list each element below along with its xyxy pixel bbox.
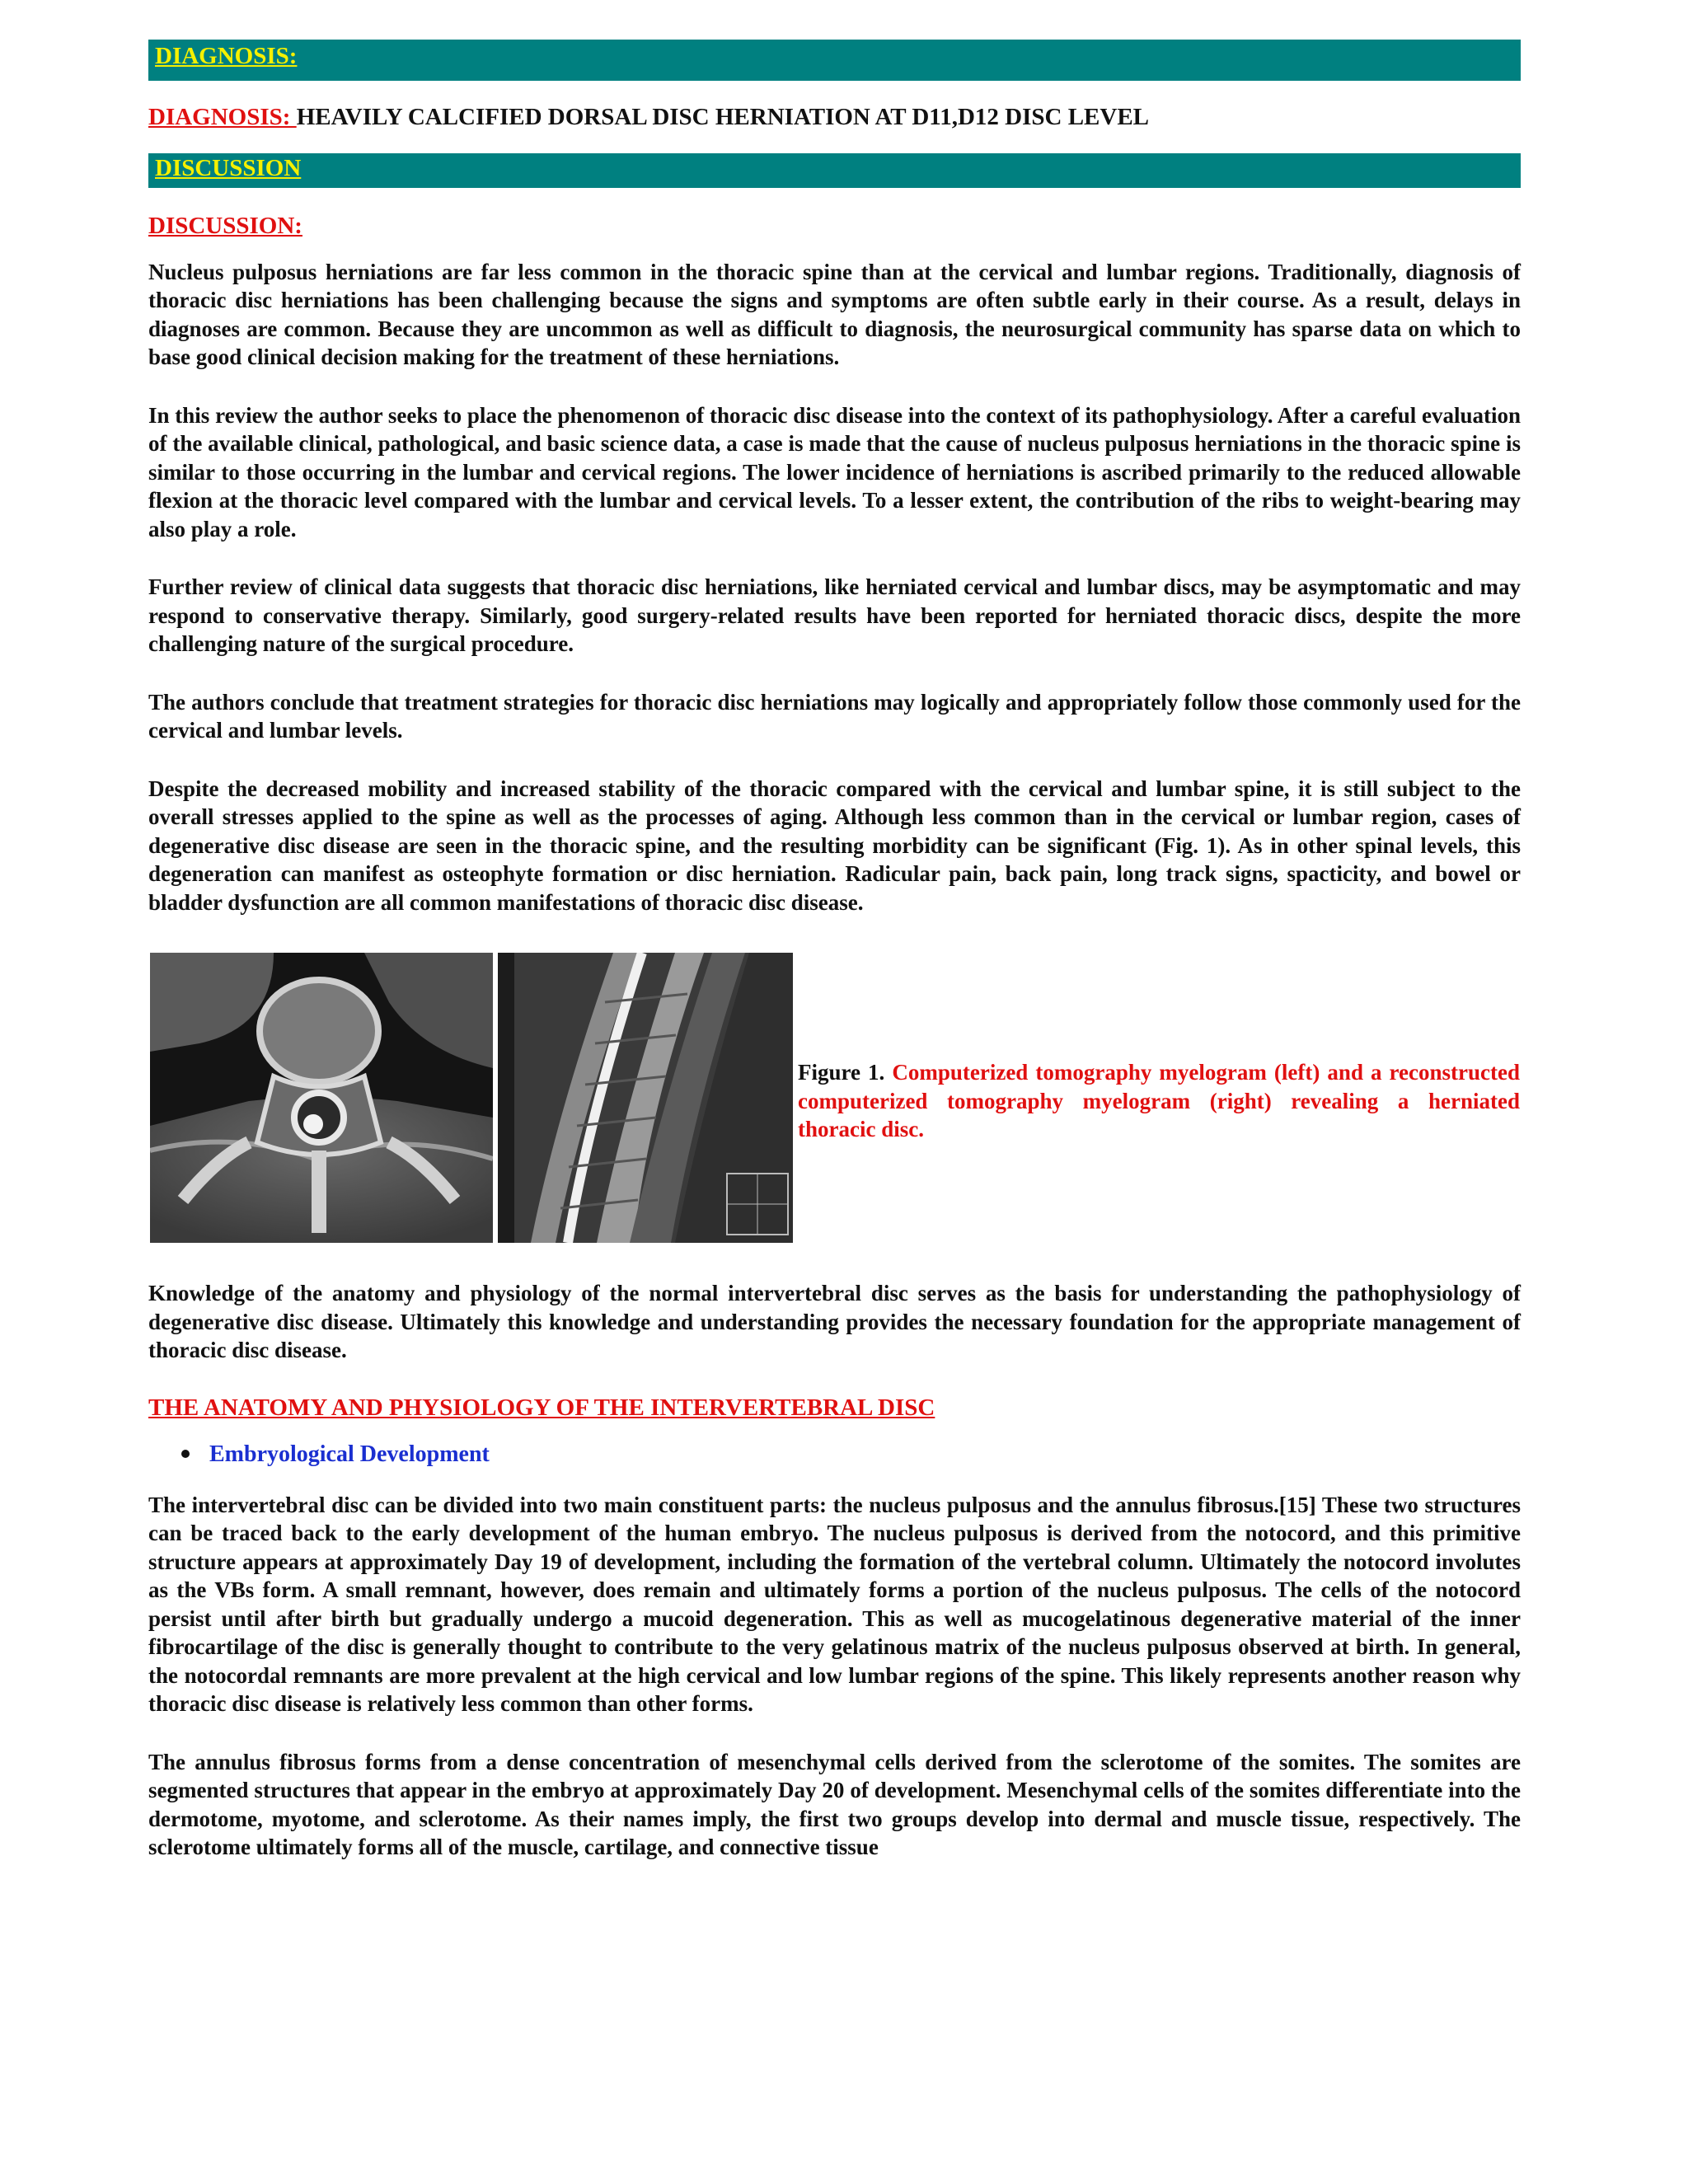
- diagnosis-label: DIAGNOSIS:: [148, 104, 297, 130]
- figure-label: Figure 1.: [798, 1060, 885, 1085]
- ct-axial-graphic: [150, 953, 493, 1243]
- figure-caption: [798, 1058, 1520, 1144]
- header-bar-diagnosis-label: DIAGNOSIS:: [155, 43, 298, 69]
- diagnosis-text: HEAVILY CALCIFIED DORSAL DISC HERNIATION AT D11,D12 DISC LEVEL: [296, 104, 1150, 130]
- paragraph: The authors conclude that treatment strategies for thoracic disc herniations may logically and appropriately follow those commonly used for the cervical and lumbar levels.: [148, 689, 1521, 743]
- paragraph: The intervertebral disc can be divided into two main constituent parts: the nucleus pulposus and the annulus fibrosus.[15] These two structures can be traced back to the early development of the human embryo. The nucleus pulposus is derived from the notocord, and this primitive structure appears at approximately Day 19 of development, including the formation of the vertebral column. Ultimately the notocord involutes as the VBs form. A small remnant, however, does remain and ultimately forms a portion of the nucleus pulposus. The cells of the notocord persist until after birth but gradually undergo a mucoid degeneration. This as well as mucogelatinous degenerative material of the inner fibrocartilage of the disc is generally thought to contribute to the very gelatinous matrix of the nucleus pulposus observed at birth. In general, the notocordal remnants are more prevalent at the high cervical and low lumbar regions of the spine. This likely represents another reason why thoracic disc disease is relatively less common than other forms.: [148, 1492, 1521, 1717]
- figure-caption-text: Computerized tomography myelogram (left) and a reconstructed computerized tomography myelogram (right) revealing a herniated thoracic disc.: [798, 1060, 1521, 1142]
- bullet-dot: [181, 1450, 190, 1458]
- header-bar-discussion: [148, 153, 1521, 188]
- paragraph: Knowledge of the anatomy and physiology of the normal intervertebral disc serves as the basis for understanding the pathophysiology of degenerative disc disease. Ultimately this knowledge and understanding provides the necessary foundation for the appropriate management of thoracic disc disease.: [148, 1281, 1521, 1363]
- anatomy-heading: THE ANATOMY AND PHYSIOLOGY OF THE INTERVERTEBRAL DISC: [148, 1394, 935, 1421]
- bullet-item: [148, 1441, 1521, 1468]
- figure-1: [148, 953, 1521, 1246]
- paragraph: In this review the author seeks to place the phenomenon of thoracic disc disease into the context of its pathophysiology. After a careful evaluation of the available clinical, pathological, and basic science data, a case is made that the cause of nucleus pulposus herniations in the thoracic spine is similar to those occurring in the lumbar and cervical regions. The lower incidence of herniations is ascribed primarily to the reduced allowable flexion at the thoracic level compared with the lumbar and cervical levels. To a lesser extent, the contribution of the ribs to weight-bearing may also play a role.: [148, 402, 1521, 541]
- document-page: [148, 40, 1521, 1862]
- bullet-text: Embryological Development: [209, 1441, 490, 1467]
- paragraph: The annulus fibrosus forms from a dense concentration of mesenchymal cells derived from the sclerotome of the somites. The somites are segmented structures that appear in the embryo at approximately Day 20 of development. Mesenchymal cells of the somites differentiate into the dermotome, myotome, and sclerotome. As their names imply, the first two groups develop into dermal and muscle tissue, respectively. The sclerotome ultimately forms all of the muscle, cartilage, and connective tissue: [148, 1749, 1521, 1860]
- header-bar-diagnosis: [148, 40, 1521, 81]
- ct-axial-image: [150, 953, 493, 1243]
- discussion-heading: DISCUSSION:: [148, 212, 302, 239]
- diagnosis-line: [148, 102, 1521, 134]
- header-bar-discussion-label: DISCUSSION: [155, 154, 302, 181]
- paragraph: Further review of clinical data suggests that thoracic disc herniations, like herniated cervical and lumbar discs, may be asymptomatic and may respond to conservative therapy. Similarly, good surgery-related results have been reported for herniated thoracic discs, despite the more challenging nature of the surgical procedure.: [148, 574, 1521, 657]
- paragraph: Nucleus pulposus herniations are far less common in the thoracic spine than at the cervical and lumbar regions. Traditionally, diagnosis of thoracic disc herniations has been challenging because the signs and symptoms are often subtle early in their course. As a result, delays in diagnoses are common. Because they are uncommon as well as difficult to diagnosis, the neurosurgical community has sparse data on which to base good clinical decision making for the treatment of these herniations.: [148, 259, 1521, 370]
- ct-sagittal-image: [498, 953, 793, 1243]
- paragraph: Despite the decreased mobility and increased stability of the thoracic compared with the cervical and lumbar spine, it is still subject to the overall stresses applied to the spine as well as the processes of aging. Although less common than in the cervical or lumbar region, cases of degenerative disc disease are seen in the thoracic spine, and the resulting morbidity can be significant (Fig. 1). As in other spinal levels, this degeneration can manifest as osteophyte formation or disc herniation. Radicular pain, back pain, long track signs, spacticity, and bowel or bladder dysfunction are all common manifestations of thoracic disc disease.: [148, 776, 1521, 915]
- ct-sagittal-graphic: [498, 953, 793, 1243]
